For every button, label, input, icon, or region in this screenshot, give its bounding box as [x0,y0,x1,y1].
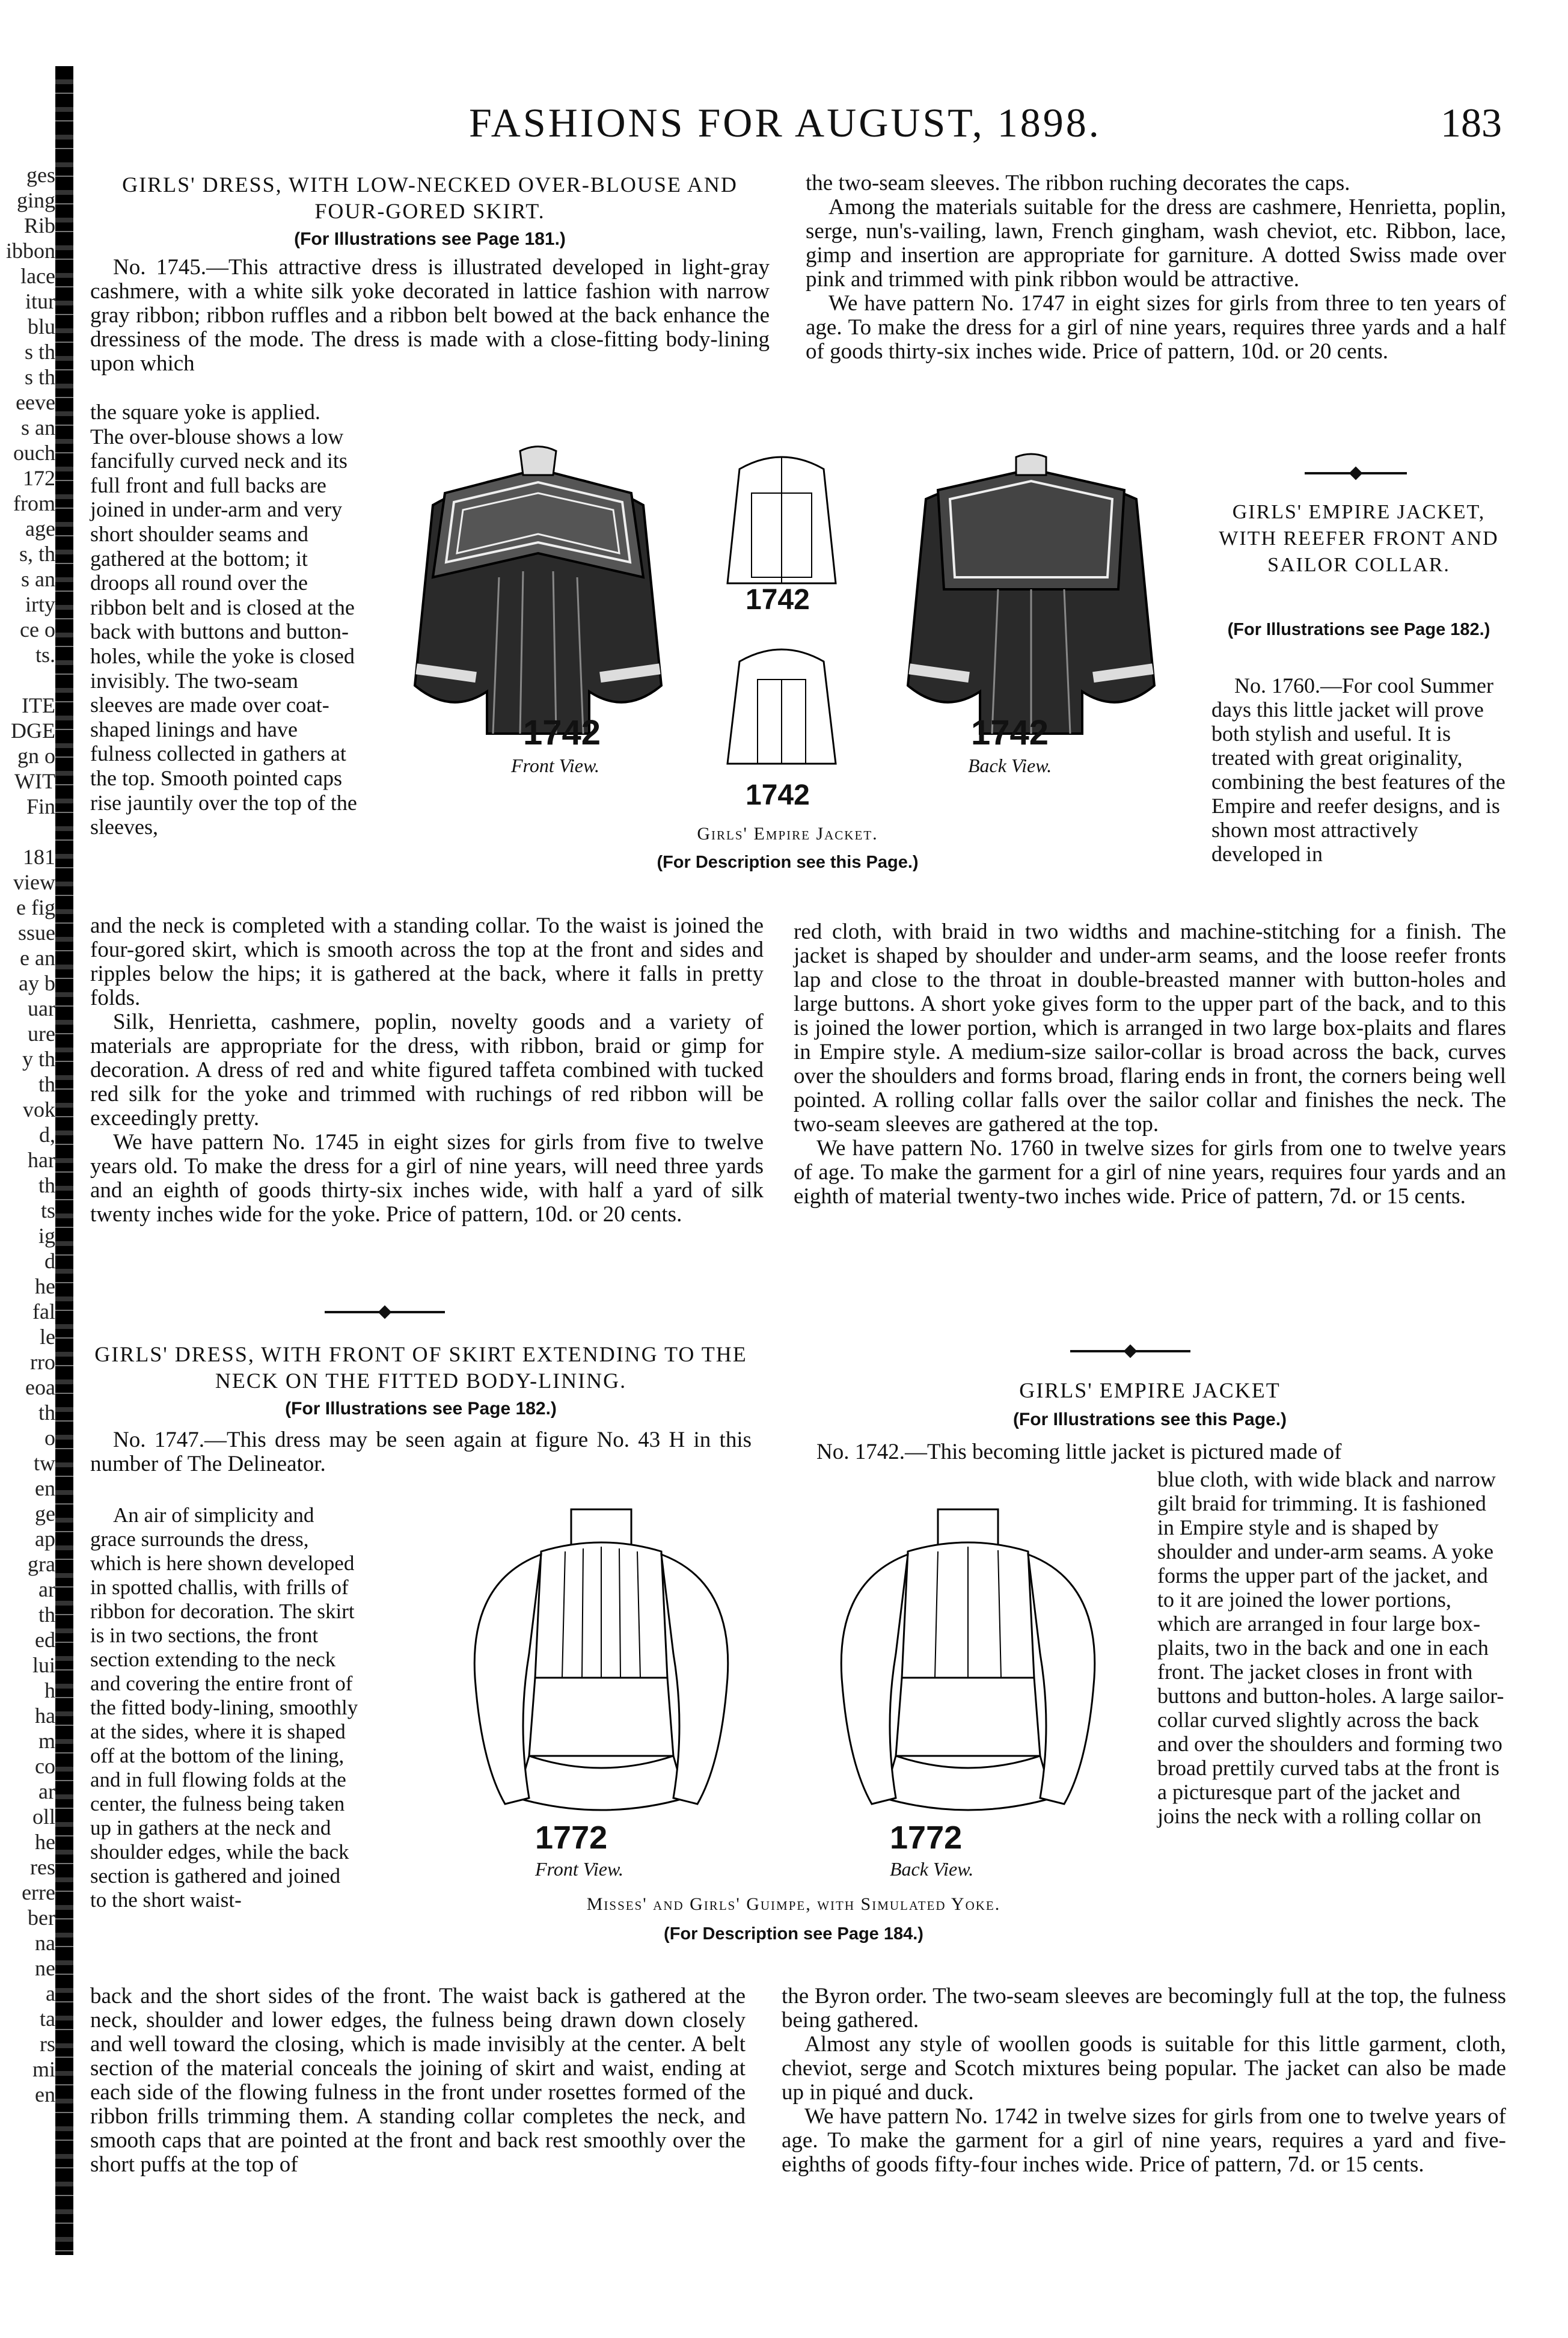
figure-1772-caption: Misses' and Girls' Guimpe, with Simulated Yoke. [586,1894,1001,1914]
figure-1742-caption: Girls' Empire Jacket. [697,824,878,844]
gutter-fragment: th [38,1401,55,1425]
gutter-fragment: ar [38,1779,55,1803]
gutter-fragment: ay b [19,971,55,995]
gutter-fragment: view [13,870,55,894]
gutter-fragment: s, th [19,542,55,566]
gutter-fragment: mi [32,2057,55,2081]
gutter-fragment [0,819,55,844]
figure-1742-back-label: Back View. [968,755,1052,776]
gutter-fragment: ce o [20,618,55,642]
gutter-fragment: fal [32,1299,55,1324]
article-1742-body-c: the Byron order. The two-seam sleeves are becomingly full at the top, the fulness being gathered. Almost any style of woollen goods is suitable for this little garment, cloth, cheviot, serge and Scotch mixtures being popular. The jacket can also be made up in piqué and duck. We have pattern No. 1742 in twelve sizes for girls from one to twelve years of age. To make the garment for a girl of nine years, requires a yard and five-eighths of goods fifty-four inches wide. Price of pattern, 7d. or 15 cents. [782,1984,1506,2177]
gutter-fragment: ge [35,1502,55,1526]
article-1745-subtitle: (For Illustrations see Page 181.) [294,229,566,249]
gutter-fragment: 172 [23,466,55,490]
article-1742-title: GIRLS' EMPIRE JACKET [1019,1378,1281,1402]
article-1760-title: GIRLS' EMPIRE JACKET, WITH REEFER FRONT AND SAILOR COLLAR. [1219,501,1499,576]
article-1747-title: GIRLS' DRESS, WITH FRONT OF SKIRT EXTENDING TO THE NECK ON THE FITTED BODY-LINING. [94,1342,747,1393]
gutter-fragment: m [38,1729,55,1753]
gutter-fragment: from [13,491,55,515]
jacket-lining-flat-front-illustration [721,445,842,589]
article-1745-title: GIRLS' DRESS, WITH LOW-NECKED OVER-BLOUSE AND FOUR-GORED SKIRT. [122,173,738,223]
binding-gutter [0,0,84,2338]
gutter-fragment: ouch [13,441,55,465]
article-1747-body-a: No. 1747.—This dress may be seen again at figure No. 43 H in this number of The Delineator. [90,1428,752,1476]
gutter-fragment: gn o [17,744,55,768]
gutter-fragment [0,667,55,693]
article-1742-body-b: blue cloth, with wide black and narrow gilt braid for trimming. It is fashioned in Empire style and is shaped by shoulder and under-arm seams. A yoke forms the upper part of the jacket, and to it are joined the lower portions, which are arranged in four large box-plaits, two in the back and one in each front. The jacket closes in front with buttons and button-holes. A large sailor-collar curved slightly across the back and over the shoulders and forming two broad prettily curved tabs at the front is a picturesque part of the jacket and joins the neck with a rolling collar on [1157,1467,1504,1828]
gutter-fragment: WIT [14,769,55,793]
gutter-fragment: e fig [16,895,55,919]
gutter-fragment: oll [32,1805,55,1829]
guimpe-back-view-illustration [824,1497,1112,1834]
gutter-fragment: ITE [22,693,55,717]
article-1745-body-c: and the neck is completed with a standing collar. To the waist is joined the four-gored skirt, which is smooth across the top at the front and sides and ripples below the hips; it is gathered at the back, where it falls in pretty folds. Silk, Henrietta, cashmere, poplin, novelty goods and a variety of materials are appropriate for the dress, with ribbon, braid or gimp for decoration. A dress of red and white figured taffeta combined with tucked red silk for the yoke and trimmed with ruchings of red ribbon will be exceedingly pretty. We have pattern No. 1745 in eight sizes for girls from five to twelve years old. To make the dress for a girl of nine years, will need three yards and an eighth of goods thirty-six inches wide, with half a yard of silk twenty inches wide for the yoke. Price of pattern, 10d. or 20 cents. [90,913,764,1227]
article-1745-body-b: the square yoke is applied. The over-blouse shows a low fancifully curved neck and its full front and full backs are joined in under-arm and very short shoulder seams and gathered at the bottom; it droops all round over the ribbon belt and is closed at the back with buttons and button-holes, while the yoke is closed invisibly. The two-seam sleeves are made over coat-shaped linings and have fulness collected in gathers at the top. Smooth pointed caps rise jauntily over the top of the sleeves, [90,400,357,839]
gutter-fragment: Rib [23,213,55,238]
jacket-back-view-illustration [902,433,1160,746]
article-1742-subtitle: (For Illustrations see this Page.) [1012,1410,1287,1429]
figure-1742-front-number: 1742 [523,713,601,752]
gutter-fragment: tw [34,1451,55,1475]
article-1760-subtitle: (For Illustrations see Page 182.) [1227,620,1490,639]
gutter-fragment: eeve [16,390,55,414]
gutter-fragment: na [35,1931,55,1955]
figure-1742-subcaption: (For Description see this Page.) [657,853,919,872]
gutter-fragment: itur [25,289,55,313]
gutter-fragment: uar [28,996,55,1020]
gutter-fragment: ts [40,1198,55,1223]
gutter-fragment: blu [27,314,55,339]
article-1747-body-b: An air of simplicity and grace surrounds the dress, which is here shown developed in spotted challis, with frills of ribbon for decoration. The skirt is in two sections, the front section extending to the neck and covering the entire front of the fitted body-lining, smoothly at the sides, where it is shaped off at the bottom of the lining, and in full flowing folds at the center, the fulness being taken up in gathers at the neck and shoulder edges, while the back section is gathered and joined to the short waist- [90,1503,358,1912]
article-1760-body-b: red cloth, with braid in two widths and machine-stitching for a finish. The jacket is shaped by shoulder and under-arm seams, and the loose reefer fronts lap and close to the throat in double-breasted manner with button-holes and large buttons. A short yoke gives form to the upper part of the back, and to this is joined the lower portion, which is arranged in two large box-plaits and flares in Empire style. A medium-size sailor-collar is broad across the back, curves over the shoulders and forms broad, flaring ends in front, the corners being well pointed. A rolling collar falls over the sailor collar and finishes the neck. The two-seam sleeves are gathered at the top. We have pattern No. 1760 in twelve sizes for girls from one to twelve years of age. To make the garment for a girl of nine years, requires four yards and an eighth of material twenty-two inches wide. Price of pattern, 7d. or 15 cents. [794,919,1506,1209]
gutter-fragment: th [38,1603,55,1627]
gutter-fragment: res [30,1855,55,1879]
gutter-fragment: ha [35,1704,55,1728]
gutter-fragment: ges [26,163,55,187]
gutter-fragment: har [28,1148,55,1172]
gutter-fragment: ts. [35,643,55,667]
article-1745-body-a: No. 1745.—This attractive dress is illustrated developed in light-gray cashmere, with a white silk yoke decorated in lattice fashion with narrow gray ribbon; ribbon ruffles and a ribbon belt bowed at the back enhance the dressiness of the mode. The dress is made with a close-fitting body-lining upon which [90,255,770,376]
section-divider [1070,1350,1190,1352]
section-divider [1305,472,1407,474]
jacket-lining-flat-back-illustration [721,637,842,770]
page-number: 183 [1441,100,1502,146]
gutter-fragment: h [44,1678,55,1702]
gutter-fragment: vok [23,1097,55,1121]
gutter-fragment: s an [21,416,55,440]
gutter-fragment: irty [25,592,55,616]
gutter-text-fragments [0,162,55,2107]
gutter-fragment: e an [20,946,55,970]
gutter-fragment: o [44,1426,55,1450]
gutter-fragment: y th [22,1047,55,1071]
gutter-fragment: ed [35,1628,55,1652]
gutter-fragment: ne [35,1956,55,1980]
gutter-fragment: ta [40,2007,55,2031]
gutter-fragment: rro [30,1350,55,1374]
jacket-front-view-illustration [409,433,667,746]
gutter-fragment: 181 [23,845,55,869]
page-header [0,99,1568,153]
article-1760-body-a: No. 1760.—For cool Summer days this little jacket will prove both stylish and useful. It is treated with great originality, combining the best features of the Empire and reefer designs, and is shown most attractively developed in [1211,673,1505,866]
gutter-fragment: en [35,2082,55,2106]
figure-1742-back-lining-number: 1742 [746,779,810,811]
figure-1742-back-number: 1742 [971,713,1049,752]
article-1747-subtitle: (For Illustrations see Page 182.) [285,1399,557,1419]
gutter-fragment: DGE [11,719,55,743]
gutter-fragment: age [25,517,55,541]
gutter-fragment: ap [35,1527,55,1551]
guimpe-front-view-illustration [457,1497,746,1834]
section-divider [325,1311,445,1313]
figure-1772-front-number: 1772 [535,1820,608,1856]
gutter-fragment: le [40,1325,55,1349]
gutter-fragment: ure [28,1022,55,1046]
gutter-fragment: ssue [18,921,55,945]
figure-1772 [445,1497,1166,1978]
figure-1742-front-label: Front View. [511,755,599,776]
figure-1772-subcaption: (For Description see Page 184.) [664,1924,923,1944]
figure-1772-back-label: Back View. [890,1858,974,1880]
gutter-fragment: he [35,1830,55,1854]
gutter-fragment: d [44,1249,55,1273]
gutter-fragment: th [38,1072,55,1096]
figure-1772-front-label: Front View. [535,1858,623,1880]
gutter-fragment: s th [24,340,55,364]
gutter-fragment: s th [24,365,55,389]
gutter-fragment: d, [39,1123,55,1147]
gutter-fragment: ging [16,188,55,212]
gutter-fragment: a [46,1981,55,2005]
gutter-fragment: en [35,1476,55,1500]
article-1747-body-c: back and the short sides of the front. The waist back is gathered at the neck, shoulder and lower edges, the fulness being drawn down closely and well toward the closing, which is made invisibly at the center. A belt section of the material conceals the joining of skirt and waist, ending at each side of the flowing fulness in the front under rosettes formed of the ribbon frills trimming them. A standing collar completes the neck, and smooth caps that are pointed at the front and back rest smoothly over the short puffs at the top of [90,1984,746,2177]
figure-1742 [409,421,1190,896]
gutter-fragment: rs [40,2032,55,2056]
article-1747-continued: the two-seam sleeves. The ribbon ruching decorates the caps. Among the materials suitable for the dress are cashmere, Henrietta, poplin, serge, nun's-vailing, lawn, French gingham, wash cheviot, etc. Ribbon, lace, gimp and insertion are appropriate for garniture. A dotted Swiss made over pink and trimmed with pink ribbon would be attractive. We have pattern No. 1747 in eight sizes for girls from three to ten years of age. To make the dress for a girl of nine years, requires three yards and a half of goods thirty-six inches wide. Price of pattern, 10d. or 20 cents. [806,171,1506,364]
figure-1742-lining-number: 1742 [746,584,810,616]
gutter-fragment: lui [32,1653,55,1677]
gutter-fragment: ber [28,1906,55,1930]
gutter-fragment: ar [38,1577,55,1601]
figure-1772-back-number: 1772 [890,1820,963,1856]
gutter-fragment: Fin [26,794,55,818]
gutter-fragment: erre [22,1880,55,1904]
running-head: FASHIONS FOR AUGUST, 1898. [469,100,1101,146]
gutter-fragment: co [35,1754,55,1778]
gutter-fragment: th [38,1173,55,1197]
gutter-fragment: lace [20,264,55,288]
article-1742-body-a: No. 1742.—This becoming little jacket is pictured made of [816,1440,1342,1464]
gutter-fragment: ig [38,1224,55,1248]
binding-shadow [55,66,73,2255]
gutter-fragment: s an [21,567,55,591]
gutter-fragment: gra [28,1552,55,1576]
gutter-fragment: eoa [25,1375,55,1399]
gutter-fragment: he [35,1274,55,1298]
gutter-fragment: ibbon [5,239,55,263]
